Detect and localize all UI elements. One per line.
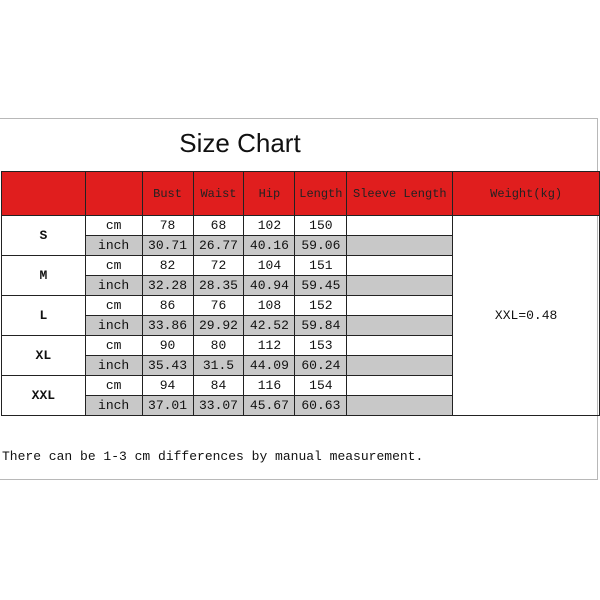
unit-label: inch [85, 356, 142, 376]
unit-label: inch [85, 276, 142, 296]
unit-label: cm [85, 216, 142, 236]
header-cell: Bust [142, 172, 193, 216]
unit-label: cm [85, 336, 142, 356]
inch-value-cell: 33.86 [142, 316, 193, 336]
cm-value-cell [347, 216, 453, 236]
cm-value-cell [347, 336, 453, 356]
inch-value-cell: 59.45 [295, 276, 347, 296]
size-label: XL [2, 336, 86, 376]
header-cell: Sleeve Length [347, 172, 453, 216]
weight-value: XXL=0.48 [453, 216, 600, 416]
page-title: Size Chart [179, 128, 301, 158]
size-chart-table [1, 171, 600, 416]
cm-value-cell: 68 [193, 216, 244, 236]
inch-value-cell: 32.28 [142, 276, 193, 296]
cm-value-cell: 108 [244, 296, 295, 316]
inch-value-cell: 40.94 [244, 276, 295, 296]
inch-value-cell: 29.92 [193, 316, 244, 336]
unit-label: inch [85, 316, 142, 336]
inch-value-cell [347, 396, 453, 416]
unit-label: inch [85, 396, 142, 416]
cm-value-cell: 82 [142, 256, 193, 276]
inch-value-cell: 42.52 [244, 316, 295, 336]
table-row [2, 216, 600, 236]
cm-value-cell: 152 [295, 296, 347, 316]
size-label: M [2, 256, 86, 296]
cm-value-cell: 150 [295, 216, 347, 236]
header-cell: Weight(kg) [453, 172, 600, 216]
cm-value-cell: 94 [142, 376, 193, 396]
header-cell: Hip [244, 172, 295, 216]
cm-value-cell: 76 [193, 296, 244, 316]
unit-label: cm [85, 296, 142, 316]
cm-value-cell: 153 [295, 336, 347, 356]
inch-value-cell: 28.35 [193, 276, 244, 296]
size-label: S [2, 216, 86, 256]
cm-value-cell [347, 256, 453, 276]
inch-value-cell [347, 356, 453, 376]
inch-value-cell: 33.07 [193, 396, 244, 416]
inch-value-cell: 26.77 [193, 236, 244, 256]
size-label: L [2, 296, 86, 336]
header-cell [85, 172, 142, 216]
unit-label: cm [85, 256, 142, 276]
inch-value-cell [347, 316, 453, 336]
inch-value-cell: 30.71 [142, 236, 193, 256]
header-cell: Length [295, 172, 347, 216]
inch-value-cell [347, 236, 453, 256]
cm-value-cell: 90 [142, 336, 193, 356]
cm-value-cell: 84 [193, 376, 244, 396]
cm-value-cell: 102 [244, 216, 295, 236]
cm-value-cell [347, 376, 453, 396]
unit-label: inch [85, 236, 142, 256]
measurement-note: There can be 1-3 cm differences by manual measurement. [2, 449, 424, 464]
cm-value-cell [347, 296, 453, 316]
inch-value-cell: 59.06 [295, 236, 347, 256]
inch-value-cell: 31.5 [193, 356, 244, 376]
inch-value-cell: 60.63 [295, 396, 347, 416]
inch-value-cell: 35.43 [142, 356, 193, 376]
cm-value-cell: 86 [142, 296, 193, 316]
cm-value-cell: 151 [295, 256, 347, 276]
cm-value-cell: 104 [244, 256, 295, 276]
header-cell [2, 172, 86, 216]
inch-value-cell: 45.67 [244, 396, 295, 416]
inch-value-cell: 40.16 [244, 236, 295, 256]
cm-value-cell: 154 [295, 376, 347, 396]
cm-value-cell: 116 [244, 376, 295, 396]
inch-value-cell [347, 276, 453, 296]
cm-value-cell: 80 [193, 336, 244, 356]
cm-value-cell: 78 [142, 216, 193, 236]
inch-value-cell: 59.84 [295, 316, 347, 336]
cm-value-cell: 112 [244, 336, 295, 356]
inch-value-cell: 37.01 [142, 396, 193, 416]
header-cell: Waist [193, 172, 244, 216]
header-row [2, 172, 600, 216]
size-label: XXL [2, 376, 86, 416]
inch-value-cell: 44.09 [244, 356, 295, 376]
cm-value-cell: 72 [193, 256, 244, 276]
inch-value-cell: 60.24 [295, 356, 347, 376]
unit-label: cm [85, 376, 142, 396]
